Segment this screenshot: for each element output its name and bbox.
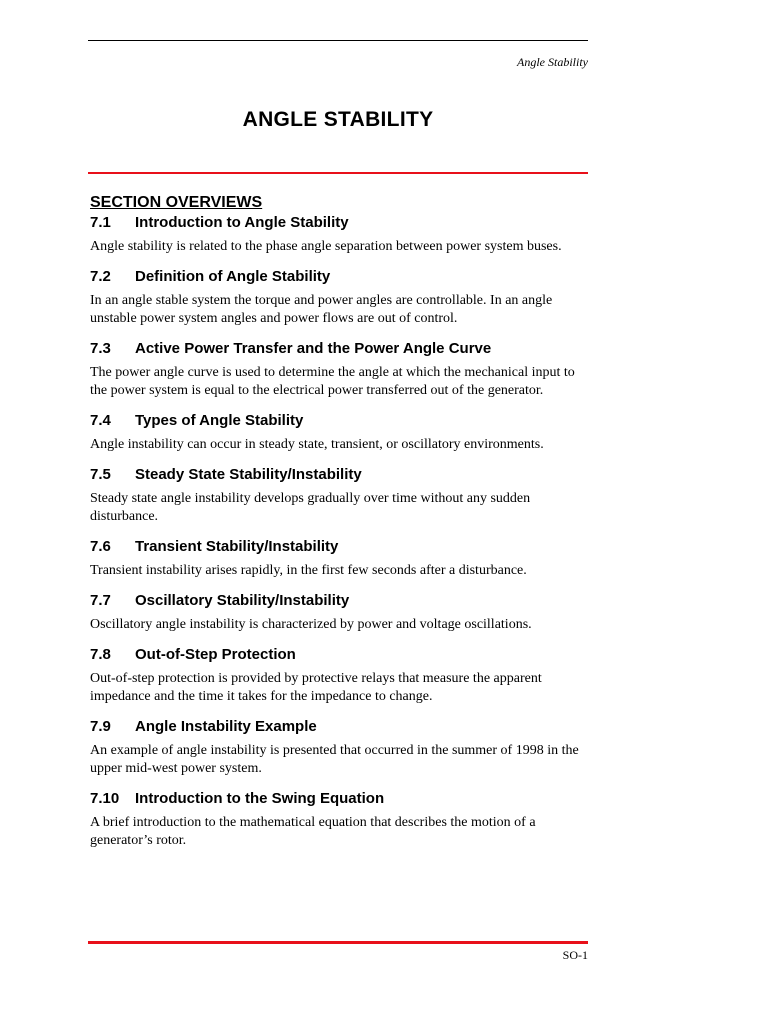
- section-number: 7.9: [90, 718, 111, 735]
- section-heading: [90, 537, 586, 557]
- section-title: Angle Instability Example: [135, 718, 317, 735]
- section-heading: [90, 591, 586, 611]
- section-7-3: [90, 339, 586, 400]
- section-heading: [90, 213, 586, 233]
- section-summary: Out-of-step protection is provided by protective relays that measure the apparent impedance and the time it takes for the impedance to change.: [90, 671, 542, 704]
- section-summary: Angle instability can occur in steady state, transient, or oscillatory environments.: [90, 437, 544, 452]
- section-title: Introduction to the Swing Equation: [135, 790, 385, 807]
- section-number: 7.4: [90, 412, 111, 429]
- section-7-8: [90, 645, 586, 706]
- section-title: Steady State Stability/Instability: [135, 466, 362, 483]
- section-summary: Steady state angle instability develops gradually over time without any sudden disturbance.: [90, 491, 531, 524]
- section-title: Out-of-Step Protection: [135, 646, 296, 663]
- section-number: 7.1: [90, 214, 111, 231]
- section-heading: [90, 465, 586, 485]
- section-number: 7.6: [90, 538, 111, 555]
- section-summary: Oscillatory angle instability is characterized by power and voltage oscillations.: [90, 617, 532, 632]
- section-title: Definition of Angle Stability: [135, 268, 331, 285]
- section-7-5: [90, 465, 586, 526]
- footer-divider: [88, 941, 588, 944]
- section-title: Introduction to Angle Stability: [135, 214, 349, 231]
- section-7-7: [90, 591, 586, 634]
- section-heading: [90, 339, 586, 359]
- section-heading: [90, 717, 586, 737]
- running-header: Angle Stability: [517, 55, 588, 69]
- section-overviews: [90, 193, 586, 850]
- section-number: 7.2: [90, 268, 111, 285]
- page-title: ANGLE STABILITY: [242, 108, 434, 131]
- section-summary: A brief introduction to the mathematical equation that describes the motion of a generator’s rotor.: [90, 815, 536, 848]
- section-number: 7.10: [90, 790, 120, 807]
- section-title: Types of Angle Stability: [135, 412, 304, 429]
- section-title: Transient Stability/Instability: [135, 538, 339, 555]
- section-number: 7.3: [90, 340, 111, 357]
- title-divider: [88, 172, 588, 174]
- section-heading: [90, 267, 586, 287]
- section-7-9: [90, 717, 586, 778]
- page-number: SO-1: [562, 948, 588, 962]
- section-7-4: [90, 411, 586, 454]
- section-number: 7.5: [90, 466, 111, 483]
- overview-heading: SECTION OVERVIEWS: [90, 194, 263, 211]
- section-summary: Angle stability is related to the phase angle separation between power system buses.: [90, 239, 562, 254]
- section-7-10: [90, 789, 586, 850]
- section-title: Oscillatory Stability/Instability: [135, 592, 350, 609]
- section-summary: Transient instability arises rapidly, in the first few seconds after a disturbance.: [90, 563, 527, 578]
- header-rule: [88, 40, 588, 41]
- section-7-1: [90, 213, 586, 256]
- section-7-2: [90, 267, 586, 328]
- section-heading: [90, 789, 586, 809]
- section-summary: The power angle curve is used to determine the angle at which the mechanical input to the power system is equal to the electrical power transferred out of the generator.: [90, 365, 575, 398]
- section-heading: [90, 645, 586, 665]
- section-7-6: [90, 537, 586, 580]
- section-number: 7.8: [90, 646, 111, 663]
- section-title: Active Power Transfer and the Power Angle Curve: [135, 340, 492, 357]
- section-summary: In an angle stable system the torque and power angles are controllable. In an angle unstable power system angles and power flows are out of control.: [90, 293, 553, 326]
- section-number: 7.7: [90, 592, 111, 609]
- section-heading: [90, 411, 586, 431]
- section-summary: An example of angle instability is presented that occurred in the summer of 1998 in the upper mid-west power system.: [90, 743, 579, 776]
